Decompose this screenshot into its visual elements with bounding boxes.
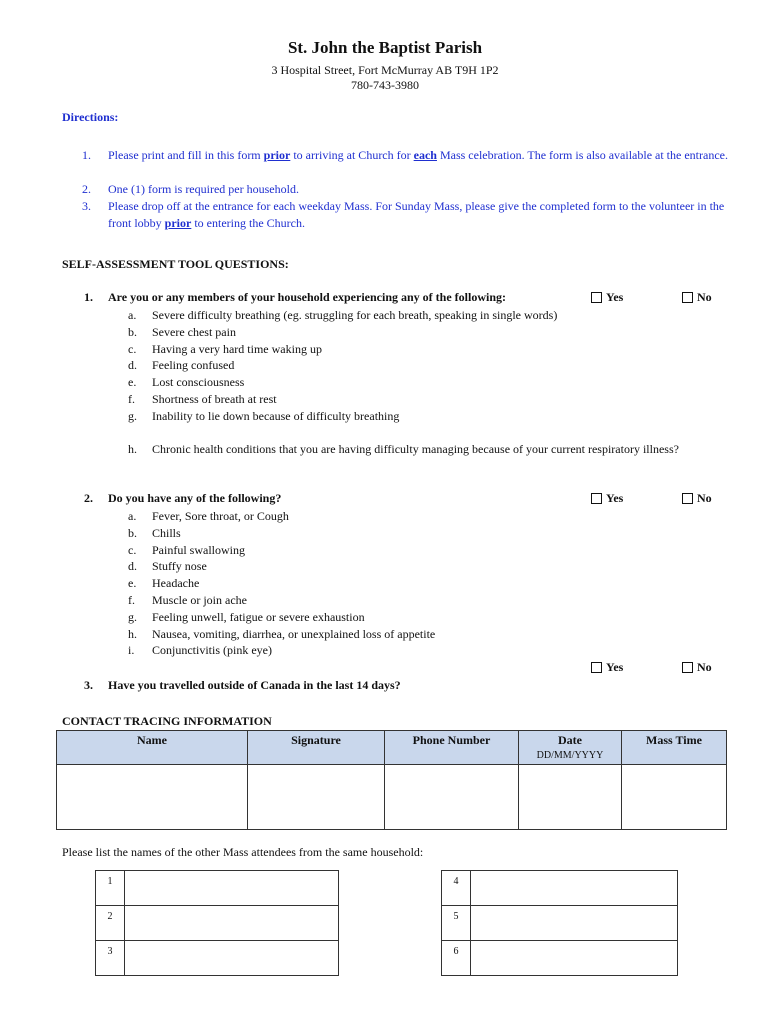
household-table-right	[441, 870, 678, 976]
q2-no-checkbox[interactable]: No	[682, 491, 712, 506]
assessment-heading: SELF-ASSESSMENT TOOL QUESTIONS:	[62, 257, 289, 271]
attendee-3-input[interactable]	[125, 941, 339, 976]
table-row: 1	[96, 871, 339, 906]
q1-symptom-list	[128, 307, 557, 425]
list-item: e. Lost consciousness	[128, 375, 245, 390]
list-item: a. Severe difficulty breathing (eg. struggling for each breath, speaking in single words)	[128, 308, 558, 322]
list-item: f. Shortness of breath at rest	[128, 391, 277, 406]
attendee-4-input[interactable]	[471, 871, 678, 906]
list-item: e. Headache	[128, 576, 200, 591]
table-row: 5	[442, 906, 678, 941]
list-item: b. Chills	[128, 525, 181, 540]
table-row: 2	[96, 906, 339, 941]
date-format-hint: DD/MM/YYYY	[536, 750, 604, 761]
direction-item-1: 1. Please print and fill in this form prior to arriving at Church for each Mass celebration. The form is also available at the entrance.	[82, 148, 728, 162]
q1-yes-checkbox[interactable]: Yes	[591, 290, 623, 305]
contact-tracing-heading: CONTACT TRACING INFORMATION	[62, 714, 272, 728]
checkbox-icon[interactable]	[591, 493, 602, 504]
phone-input[interactable]	[385, 765, 519, 830]
table-row: 4	[442, 871, 678, 906]
parish-address: 3 Hospital Street, Fort McMurray AB T9H 1P2	[271, 63, 499, 77]
list-item: i. Conjunctivitis (pink eye)	[128, 643, 272, 658]
col-mass-time: Mass Time	[622, 731, 727, 765]
list-item: c. Painful swallowing	[128, 542, 245, 557]
question-1: 1. Are you or any members of your household experiencing any of the following:	[84, 290, 506, 304]
question-3: 3. Have you travelled outside of Canada in the last 14 days?	[84, 678, 401, 692]
list-item: g. Feeling unwell, fatigue or severe exhaustion	[128, 609, 365, 624]
table-row: 6	[442, 941, 678, 976]
list-item: h. Nausea, vomiting, diarrhea, or unexplained loss of appetite	[128, 626, 436, 641]
col-signature: Signature	[248, 731, 385, 765]
list-item: c. Having a very hard time waking up	[128, 341, 322, 356]
list-item: g. Inability to lie down because of difficulty breathing	[128, 408, 400, 423]
q1-no-checkbox[interactable]: No	[682, 290, 712, 305]
attendee-5-input[interactable]	[471, 906, 678, 941]
q3-no-checkbox[interactable]: No	[682, 660, 712, 675]
name-input[interactable]	[57, 765, 248, 830]
checkbox-icon[interactable]	[682, 493, 693, 504]
parish-phone: 780-743-3980	[351, 78, 419, 92]
list-item: d. Stuffy nose	[128, 559, 207, 574]
list-item: b. Severe chest pain	[128, 324, 236, 339]
list-item: a. Fever, Sore throat, or Cough	[128, 509, 289, 523]
col-name: Name	[57, 731, 248, 765]
signature-input[interactable]	[248, 765, 385, 830]
table-row: 3	[96, 941, 339, 976]
household-label: Please list the names of the other Mass attendees from the same household:	[62, 845, 424, 859]
attendee-2-input[interactable]	[125, 906, 339, 941]
checkbox-icon[interactable]	[591, 292, 602, 303]
directions-label: Directions:	[62, 110, 119, 124]
q2-yes-checkbox[interactable]: Yes	[591, 491, 623, 506]
q2-symptom-list	[128, 508, 435, 659]
col-phone: Phone Number	[385, 731, 519, 765]
household-table-left	[95, 870, 339, 976]
checkbox-icon[interactable]	[591, 662, 602, 673]
list-item: d. Feeling confused	[128, 358, 235, 373]
checkbox-icon[interactable]	[682, 292, 693, 303]
q1-item-h: h. Chronic health conditions that you are having difficulty managing because of your current respiratory illness?	[128, 442, 679, 456]
direction-item-2: 2. One (1) form is required per household.	[82, 182, 299, 196]
contact-tracing-table	[56, 730, 727, 830]
mass-time-input[interactable]	[622, 765, 727, 830]
col-date: Date DD/MM/YYYY	[519, 731, 622, 765]
attendee-6-input[interactable]	[471, 941, 678, 976]
question-2: 2. Do you have any of the following?	[84, 491, 282, 505]
q3-yes-checkbox[interactable]: Yes	[591, 660, 623, 675]
parish-title: St. John the Baptist Parish	[287, 38, 483, 57]
list-item: f. Muscle or join ache	[128, 592, 247, 607]
direction-item-3: 3. Please drop off at the entrance for each weekday Mass. For Sunday Mass, please give the completed form to the volunteer in the front lobby prior to entering the Church.	[82, 199, 725, 230]
checkbox-icon[interactable]	[682, 662, 693, 673]
date-input[interactable]	[519, 765, 622, 830]
attendee-1-input[interactable]	[125, 871, 339, 906]
